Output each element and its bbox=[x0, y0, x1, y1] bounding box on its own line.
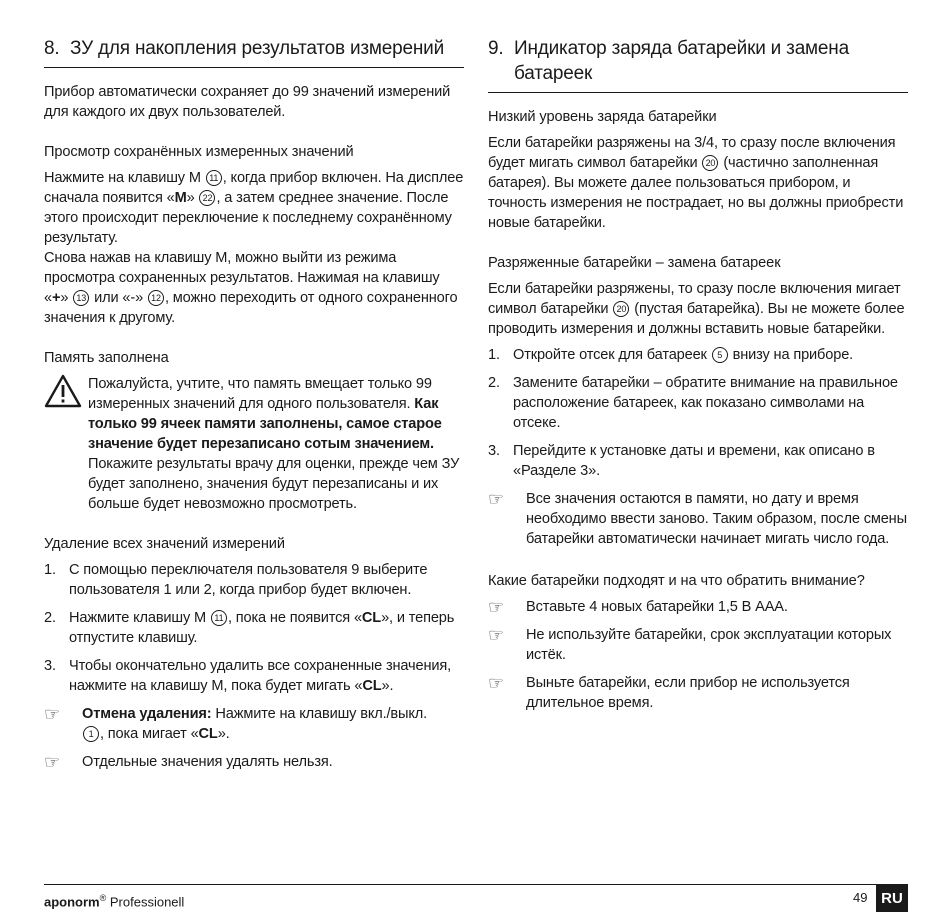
section-title: Индикатор заряда батарейки и замена батареек bbox=[514, 38, 849, 84]
circled-number-icon: 22 bbox=[199, 190, 215, 206]
right-column bbox=[488, 36, 908, 721]
replace-steps-list bbox=[488, 345, 908, 481]
list-item: 2. Нажмите клавишу M 11 , пока не появится «CL», и теперь отпустите клавишу. bbox=[44, 610, 455, 646]
warning-block bbox=[44, 374, 464, 514]
pointing-hand-icon: ☞ bbox=[488, 489, 504, 509]
left-column bbox=[44, 36, 464, 780]
view-paragraph-2: Снова нажав на клавишу M, можно выйти из режима просмотра сохраненных результатов. Нажимая на клавишу «+» 13 или «-» 12 , можно переходить от одного сохраненного значения к другому. bbox=[44, 250, 458, 326]
circled-number-icon: 20 bbox=[702, 155, 718, 171]
footer-divider bbox=[44, 884, 908, 885]
pointing-hand-icon: ☞ bbox=[488, 625, 504, 645]
footer-brand: aponorm® Professionell bbox=[44, 893, 185, 910]
circled-number-icon: 12 bbox=[148, 290, 164, 306]
delete-steps-list bbox=[44, 560, 464, 696]
replace-battery-paragraph: Если батарейки разряжены, то сразу после включения мигает символ батарейки 20 (пустая батарейка). Вы не можете более проводить измерения и должны вставить новые батарейки. bbox=[488, 281, 905, 337]
list-item: 1. Откройте отсек для батареек 5 внизу на приборе. bbox=[488, 347, 854, 363]
list-item: 3. Чтобы окончательно удалить все сохраненные значения, нажмите на клавишу M, пока будет мигать «CL». bbox=[44, 658, 452, 694]
circled-number-icon: 11 bbox=[211, 610, 227, 626]
section-number: 9. bbox=[488, 38, 504, 59]
battery-note: ☞ Вставьте 4 новых батарейки 1,5 В AAA. bbox=[488, 597, 788, 617]
circled-number-icon: 5 bbox=[712, 347, 728, 363]
memory-full-heading: Память заполнена bbox=[44, 350, 169, 366]
list-item: 3. Перейдите к установке даты и времени, как описано в «Разделе 3». bbox=[488, 443, 875, 479]
cancel-delete-note: ☞ Отмена удаления: Нажмите на клавишу вкл./выкл. 1 , пока мигает «CL». bbox=[44, 704, 428, 742]
pointing-hand-icon: ☞ bbox=[488, 597, 504, 617]
battery-note: ☞ Выньте батарейки, если прибор не используется длительное время. bbox=[488, 673, 850, 711]
section-title: ЗУ для накопления результатов измерений bbox=[70, 38, 444, 59]
pointing-hand-icon: ☞ bbox=[488, 673, 504, 693]
circled-number-icon: 11 bbox=[206, 170, 222, 186]
delete-heading: Удаление всех значений измерений bbox=[44, 536, 285, 552]
circled-number-icon: 20 bbox=[613, 301, 629, 317]
warning-triangle-icon bbox=[44, 374, 88, 514]
list-item: 1. С помощью переключателя пользователя 9 выберите пользователя 1 или 2, когда прибор будет включен. bbox=[44, 562, 428, 598]
section-8-heading bbox=[44, 36, 464, 68]
low-battery-heading: Низкий уровень заряда батарейки bbox=[488, 109, 717, 125]
language-badge: RU bbox=[876, 885, 908, 912]
view-heading: Просмотр сохранённых измеренных значений bbox=[44, 144, 354, 160]
circled-number-icon: 13 bbox=[73, 290, 89, 306]
view-paragraph-1: Нажмите на клавишу M 11 , когда прибор включен. На дисплее сначала появится «M» 22 , а затем среднее значение. После этого происходит переключение к последнему сохранённому результату. bbox=[44, 170, 464, 246]
memory-retained-note: ☞ Все значения остаются в памяти, но дату и время необходимо ввести заново. Таким образом, после смены батарейки автоматически начинает мигать число года. bbox=[488, 489, 907, 547]
single-delete-note: ☞ Отдельные значения удалять нельзя. bbox=[44, 752, 333, 772]
section-number: 8. bbox=[44, 38, 60, 59]
pointing-hand-icon: ☞ bbox=[44, 704, 60, 724]
circled-number-icon: 1 bbox=[83, 726, 99, 742]
replace-battery-heading: Разряженные батарейки – замена батареек bbox=[488, 255, 781, 271]
low-battery-paragraph: Если батарейки разряжены на 3/4, то сразу после включения будет мигать символ батарейки 20 (частично заполненная батарея). Вы можете далее пользоваться прибором, и точность измерения не пострадает, но вы должны приобрести новые батарейки. bbox=[488, 135, 904, 231]
list-item: 2. Замените батарейки – обратите внимание на правильное расположение батареек, как показано символами на отсеке. bbox=[488, 375, 898, 431]
pointing-hand-icon: ☞ bbox=[44, 752, 60, 772]
which-batteries-heading: Какие батарейки подходят и на что обратить внимание? bbox=[488, 573, 865, 589]
intro-paragraph: Прибор автоматически сохраняет до 99 значений измерений для каждого их двух пользователей. bbox=[44, 84, 451, 120]
battery-note: ☞ Не используйте батарейки, срок эксплуатации которых истёк. bbox=[488, 625, 892, 663]
section-9-heading bbox=[488, 36, 908, 93]
warning-text: Пожалуйста, учтите, что память вмещает только 99 измеренных значений для одного пользователя. Как только 99 ячеек памяти заполнены, самое старое значение будет перезаписано сотым значением. Покажите результаты врачу для оценки, прежде чем ЗУ будет заполнено, значения будут перезаписаны и их больше будет невозможно просмотреть. bbox=[88, 376, 460, 512]
page-number: 49 bbox=[853, 890, 868, 905]
